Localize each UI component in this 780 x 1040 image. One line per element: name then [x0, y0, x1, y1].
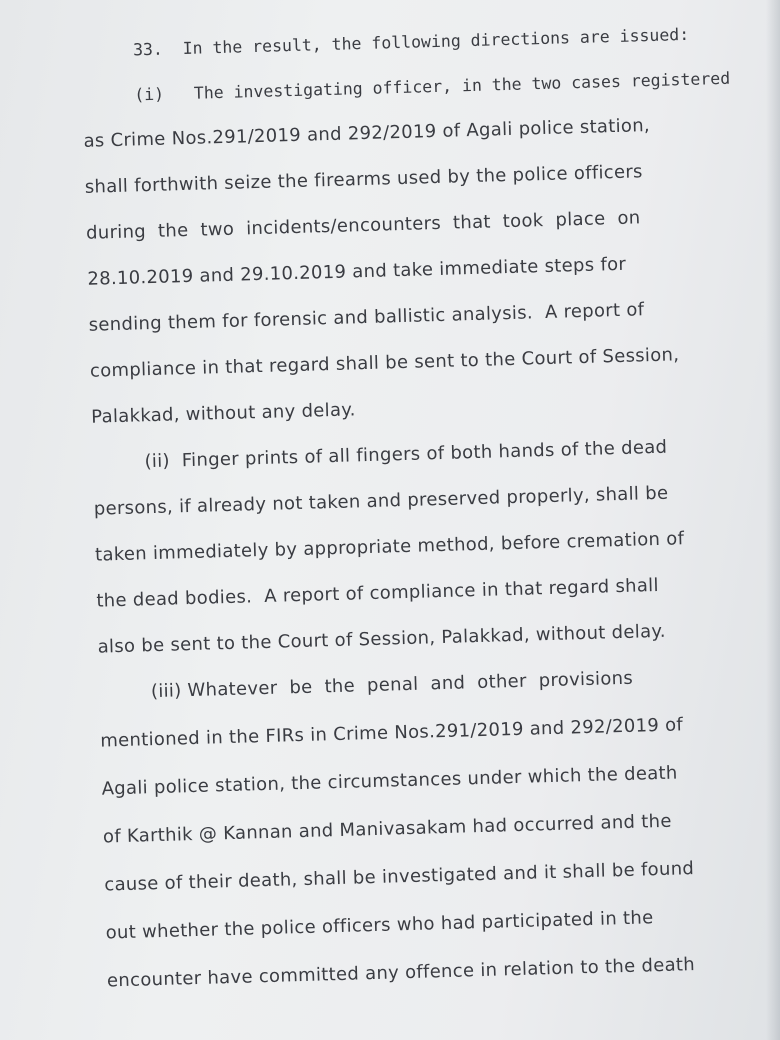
- page-edge-shadow: [766, 0, 780, 1040]
- document-body: [40, 0, 760, 992]
- direction-iii-line: out whether the police officers who had participated in the: [105, 907, 654, 944]
- direction-i-line: sending them for forensic and ballistic analysis. A report of: [88, 299, 645, 336]
- direction-iii-line: of Karthik @ Kannan and Manivasakam had occurred and the: [102, 810, 672, 848]
- direction-iii-line: Agali police station, the circumstances under which the death: [101, 762, 678, 800]
- direction-ii-line: (ii) Finger prints of all fingers of both hands of the dead: [144, 436, 668, 473]
- direction-iii-line: encounter have committed any offence in relation to the death: [106, 954, 696, 992]
- paragraph-33-heading: 33. In the result, the following directions are issued:: [132, 24, 690, 60]
- direction-iii-line: mentioned in the FIRs in Crime Nos.291/2019 and 292/2019 of: [100, 714, 684, 752]
- direction-i-line: during the two incidents/encounters that took place on: [85, 207, 641, 244]
- direction-i-line: compliance in that regard shall be sent to the Court of Session,: [89, 344, 680, 382]
- direction-iii-line: (iii) Whatever be the penal and other provisions: [150, 667, 634, 703]
- direction-i-line: as Crime Nos.291/2019 and 292/2019 of Agali police station,: [83, 115, 651, 152]
- direction-i-line: Palakkad, without any delay.: [90, 399, 356, 428]
- direction-i-line: (i) The investigating officer, in the two cases registered: [134, 68, 731, 105]
- direction-ii-line: persons, if already not taken and preserved properly, shall be: [93, 482, 669, 520]
- direction-iii-line: cause of their death, shall be investigated and it shall be found: [104, 858, 695, 896]
- direction-i-line: 28.10.2019 and 29.10.2019 and take immediate steps for: [87, 253, 627, 290]
- direction-ii-line: the dead bodies. A report of compliance in that regard shall: [96, 574, 660, 612]
- direction-ii-line: also be sent to the Court of Session, Palakkad, without delay.: [97, 620, 667, 658]
- direction-ii-line: taken immediately by appropriate method, before cremation of: [94, 528, 685, 566]
- direction-i-line: shall forthwith seize the firearms used by the police officers: [84, 161, 643, 198]
